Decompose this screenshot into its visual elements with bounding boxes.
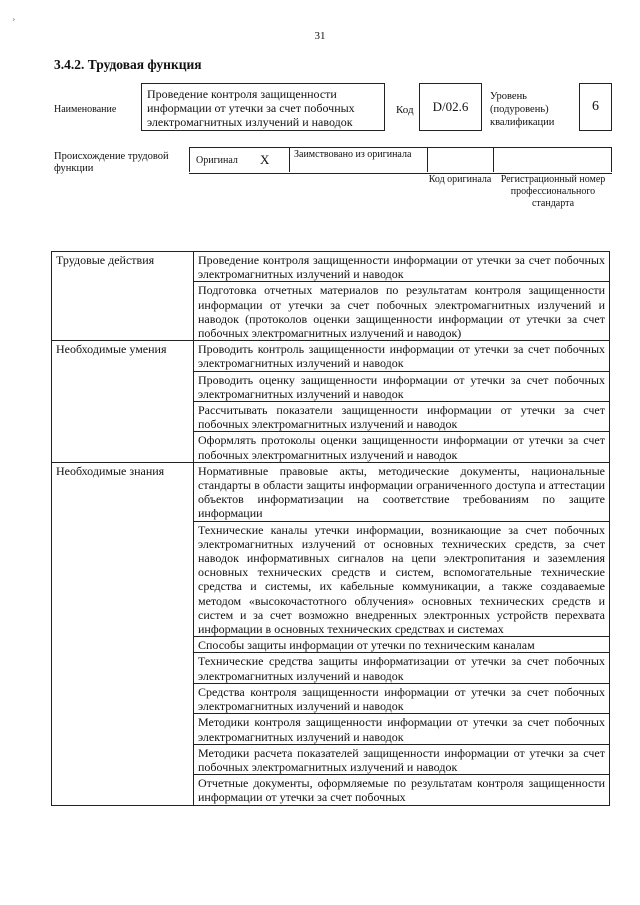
level-value: 6 [592,99,599,114]
name-label: Наименование [54,104,117,115]
section-title: 3.4.2. Трудовая функция [54,57,202,72]
code-original-label: Код оригинала [428,174,492,185]
page-number: 31 [314,30,326,42]
section-label-knowledge: Необходимые знания [52,462,194,805]
original-label: Оригинал [196,155,238,166]
function-name-box [141,83,385,131]
table-cell: Подготовка отчетных материалов по результатам контроля защищенности информации от утечки за счет побочных электромагнитных излучений и наводок (протоколов оценки защищенности информации от утечки за счет побочных электромагнитных излучений и наводок) [194,282,610,341]
code-label: Код [396,104,414,116]
table-cell: Технические каналы утечки информации, возникающие за счет побочных электромагнитных излучений от основных технических средств, за счет наводок информативных сигналов на цепи электропитания и заземления основных технических средств и систем, вспомогательные технические средства и системы, их кабельные коммуникации, а также создаваемые методом «высокочастотного облучения» основных технических средств и систем и за счет возможно внедренных электронных устройств перехвата информации в основных технических средствах и системах [194,521,610,637]
table-cell: Отчетные документы, оформляемые по результатам контроля защищенности информации от утечки за счет побочных [194,775,610,805]
level-label: Уровень (подуровень) квалификации [490,91,555,128]
origin-label: Происхождение трудовой функции [54,151,169,174]
table-cell: Технические средства защиты информатизации от утечки за счет побочных электромагнитных излучений и наводок [194,653,610,683]
table-row [52,462,610,521]
table-cell: Способы защиты информации от утечки по техническим каналам [194,637,610,653]
table-row [52,252,610,282]
section-label-skills: Необходимые умения [52,341,194,463]
table-cell: Проведение контроля защищенности информации от утечки за счет побочных электромагнитных излучений и наводок [194,252,610,282]
origin-original-cell [189,148,289,172]
table-cell: Методики контроля защищенности информации от утечки за счет побочных электромагнитных излучений и наводок [194,714,610,744]
function-name: Проведение контроля защищенности информации от утечки за счет побочных электромагнитных излучений и наводок [147,87,355,129]
function-details-table [51,251,610,806]
reg-number-label: Регистрационный номер профессионального стандарта [500,174,606,209]
original-mark: X [260,152,270,167]
table-cell: Рассчитывать показатели защищенности информации от утечки за счет побочных электромагнитных излучений и наводок [194,402,610,432]
table-cell: Оформлять протоколы оценки защищенности информации от утечки за счет побочных электромагнитных излучений и наводок [194,432,610,462]
table-cell: Средства контроля защищенности информации от утечки за счет побочных электромагнитных излучений и наводок [194,683,610,713]
table-cell: Проводить оценку защищенности информации от утечки за счет побочных электромагнитных излучений и наводок [194,371,610,401]
section-label-actions: Трудовые действия [52,252,194,341]
code-box [419,83,482,131]
table-row [52,341,610,371]
table-cell: Методики расчета показателей защищенности информации от утечки за счет побочных электромагнитных излучений и наводок [194,744,610,774]
scan-edge-mark: ¸ [12,10,16,21]
level-box [579,83,612,131]
code-value: D/02.6 [432,99,469,114]
origin-reg-cell [493,148,612,172]
origin-row [189,147,612,174]
origin-code-cell [427,148,493,172]
table-cell: Нормативные правовые акты, методические документы, национальные стандарты в области защиты информации ограниченного доступа и аттестации объектов информатизации на соответствие требованиям по защите информации [194,462,610,521]
origin-borrowed-cell [289,148,427,172]
borrowed-label: Заимствовано из оригинала [294,149,412,160]
table-cell: Проводить контроль защищенности информации от утечки за счет побочных электромагнитных излучений и наводок [194,341,610,371]
